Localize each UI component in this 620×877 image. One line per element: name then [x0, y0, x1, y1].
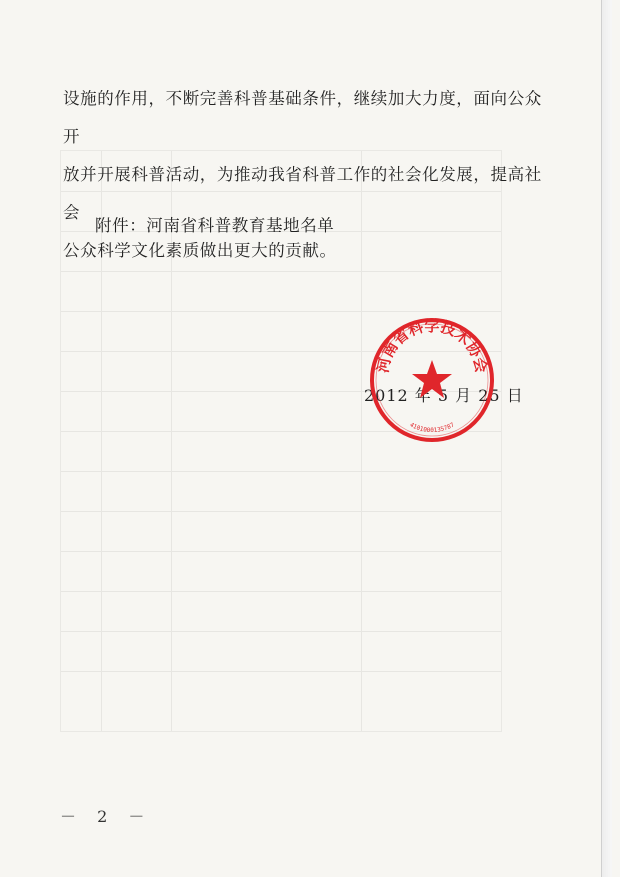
- body-line: 设施的作用，不断完善科普基础条件，继续加大力度，面向公众开: [63, 89, 542, 146]
- svg-text:4101000135787: [409, 421, 456, 434]
- page-number: － 2 －: [60, 807, 153, 826]
- page-edge: [601, 0, 612, 877]
- issue-date: 2012 年 5 月 25 日: [364, 386, 524, 405]
- body-line: 公众科学文化素质做出更大的贡献。: [63, 241, 337, 260]
- official-seal: [368, 316, 496, 444]
- seal-code: 4101000135787: [408, 421, 456, 435]
- seal-star-icon: [412, 360, 452, 398]
- attachment-line: 附件：河南省科普教育基地名单: [95, 216, 335, 235]
- body-paragraph: [63, 80, 553, 270]
- seal-name: 河南省科学技术协会: [373, 316, 491, 375]
- body-line: 放并开展科普活动，为推动我省科普工作的社会化发展，提高社会: [63, 165, 542, 222]
